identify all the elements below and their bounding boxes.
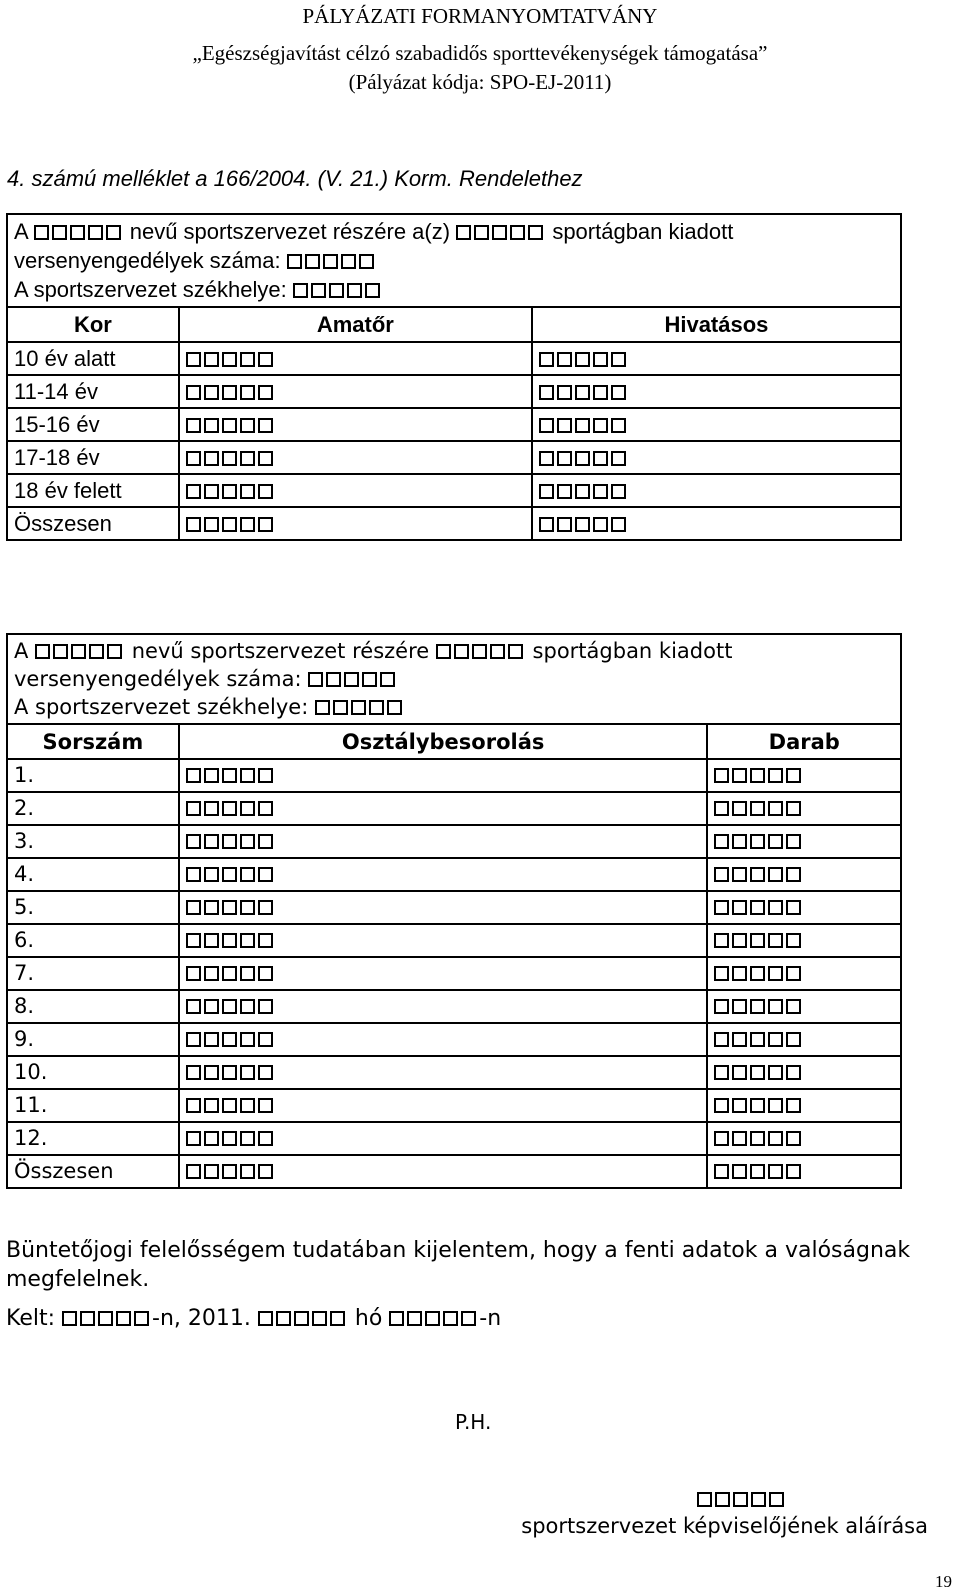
form-title: PÁLYÁZATI FORMANYOMTATVÁNY	[302, 4, 658, 28]
table-row	[7, 825, 901, 858]
row-number: 7.	[7, 957, 179, 990]
row-number: 3.	[7, 825, 179, 858]
count-field[interactable]	[714, 1090, 804, 1121]
intro-text-1: A	[14, 639, 29, 663]
total-label: Összesen	[7, 507, 179, 540]
table-row	[7, 891, 901, 924]
count-field[interactable]	[714, 793, 804, 824]
row-number: 8.	[7, 990, 179, 1023]
count-field[interactable]	[714, 760, 804, 791]
table2-intro-row	[7, 634, 901, 724]
total-label: Összesen	[7, 1155, 179, 1188]
row-number: 12.	[7, 1122, 179, 1155]
count-field[interactable]	[714, 958, 804, 989]
class-field[interactable]	[186, 826, 276, 857]
row-number: 10.	[7, 1056, 179, 1089]
class-field[interactable]	[186, 958, 276, 989]
date-line	[6, 1306, 501, 1331]
count-field[interactable]	[714, 826, 804, 857]
row-number: 4.	[7, 858, 179, 891]
professional-field[interactable]	[539, 376, 629, 407]
place-field[interactable]	[62, 1306, 152, 1331]
count-total-field[interactable]	[714, 1156, 804, 1187]
professional-total-field[interactable]	[539, 508, 629, 539]
col-osztalybesorolas: Osztálybesorolás	[179, 724, 708, 759]
intro-text-3: sportágban kiadott versenyengedélyek száma:	[14, 219, 734, 273]
intro-text-3: sportágban kiadott versenyengedélyek száma:	[14, 639, 733, 691]
row-number: 1.	[7, 759, 179, 792]
table2-header-row	[7, 724, 901, 759]
table-row	[7, 1089, 901, 1122]
intro-text-1: A	[14, 219, 28, 244]
col-amator: Amatőr	[179, 307, 532, 342]
table-row	[7, 1155, 901, 1188]
sport-field[interactable]	[436, 637, 526, 665]
table-row	[7, 858, 901, 891]
row-number: 2.	[7, 792, 179, 825]
class-field[interactable]	[186, 991, 276, 1022]
table-row	[7, 474, 901, 507]
club-name-field[interactable]	[35, 637, 125, 665]
class-field[interactable]	[186, 892, 276, 923]
class-field[interactable]	[186, 1024, 276, 1055]
licence-count-field[interactable]	[287, 246, 377, 275]
stamp-placeholder: P.H.	[455, 1410, 492, 1434]
row-number: 5.	[7, 891, 179, 924]
age-label: 11-14 év	[7, 375, 179, 408]
col-sorszam: Sorszám	[7, 724, 179, 759]
col-hivatasos: Hivatásos	[532, 307, 901, 342]
amateur-field[interactable]	[186, 376, 276, 407]
table1-header-row	[7, 307, 901, 342]
licence-by-age-table	[6, 213, 902, 541]
amateur-field[interactable]	[186, 409, 276, 440]
amateur-total-field[interactable]	[186, 508, 276, 539]
count-field[interactable]	[714, 892, 804, 923]
count-field[interactable]	[714, 925, 804, 956]
table-row	[7, 1056, 901, 1089]
table-row	[7, 990, 901, 1023]
professional-field[interactable]	[539, 343, 629, 374]
licence-count-field[interactable]	[308, 665, 398, 693]
row-number: 9.	[7, 1023, 179, 1056]
professional-field[interactable]	[539, 442, 629, 473]
seat-field[interactable]	[315, 693, 405, 721]
col-darab: Darab	[707, 724, 901, 759]
table-row	[7, 375, 901, 408]
class-total-field[interactable]	[186, 1156, 276, 1187]
application-code: (Pályázat kódja: SPO-EJ-2011)	[348, 70, 612, 94]
age-label: 15-16 év	[7, 408, 179, 441]
table-row	[7, 792, 901, 825]
table-row	[7, 507, 901, 540]
class-field[interactable]	[186, 760, 276, 791]
seat-label: A sportszervezet székhelye:	[14, 695, 309, 719]
table-row	[7, 924, 901, 957]
count-field[interactable]	[714, 1123, 804, 1154]
date-text-2: -n	[479, 1306, 502, 1331]
program-title: „Egészségjavítást célzó szabadidős sporttevékenységek támogatása”	[192, 41, 768, 65]
class-field[interactable]	[186, 925, 276, 956]
class-field[interactable]	[186, 1090, 276, 1121]
table-row	[7, 957, 901, 990]
professional-field[interactable]	[539, 409, 629, 440]
row-number: 11.	[7, 1089, 179, 1122]
table-row	[7, 1023, 901, 1056]
table1-intro-row	[7, 214, 901, 307]
age-label: 10 év alatt	[7, 342, 179, 375]
kelt-label: Kelt:	[6, 1306, 56, 1331]
count-field[interactable]	[714, 859, 804, 890]
amateur-field[interactable]	[186, 343, 276, 374]
signature-field[interactable]	[697, 1492, 787, 1511]
declaration-text: Büntetőjogi felelősségem tudatában kijelentem, hogy a fenti adatok a valóságnak megfelelnek.	[6, 1238, 911, 1292]
table-row	[7, 759, 901, 792]
day-field[interactable]	[389, 1306, 479, 1331]
page-number: 19	[935, 1572, 952, 1591]
intro-text-2: nevű sportszervezet részére a(z)	[129, 219, 451, 244]
col-kor: Kor	[7, 307, 179, 342]
professional-field[interactable]	[539, 475, 629, 506]
date-text-1: -n, 2011.	[152, 1306, 251, 1331]
table-row	[7, 408, 901, 441]
class-field[interactable]	[186, 1057, 276, 1088]
count-field[interactable]	[714, 1057, 804, 1088]
count-field[interactable]	[714, 991, 804, 1022]
licence-by-class-table	[6, 633, 902, 1189]
age-label: 18 év felett	[7, 474, 179, 507]
count-field[interactable]	[714, 1024, 804, 1055]
month-label: hó	[354, 1306, 383, 1331]
class-field[interactable]	[186, 1123, 276, 1154]
sport-field[interactable]	[456, 217, 546, 246]
seat-label: A sportszervezet székhelye:	[14, 277, 287, 302]
class-field[interactable]	[186, 793, 276, 824]
signature-label: sportszervezet képviselőjének aláírása	[521, 1514, 928, 1538]
annex-title: 4. számú melléklet a 166/2004. (V. 21.) Korm. Rendelethez	[7, 166, 583, 191]
class-field[interactable]	[186, 859, 276, 890]
amateur-field[interactable]	[186, 442, 276, 473]
club-name-field[interactable]	[34, 217, 124, 246]
table-row	[7, 342, 901, 375]
age-label: 17-18 év	[7, 441, 179, 474]
amateur-field[interactable]	[186, 475, 276, 506]
intro-text-2: nevű sportszervezet részére	[131, 639, 430, 663]
table-row	[7, 441, 901, 474]
table-row	[7, 1122, 901, 1155]
row-number: 6.	[7, 924, 179, 957]
month-field[interactable]	[258, 1306, 348, 1331]
seat-field[interactable]	[293, 275, 383, 304]
